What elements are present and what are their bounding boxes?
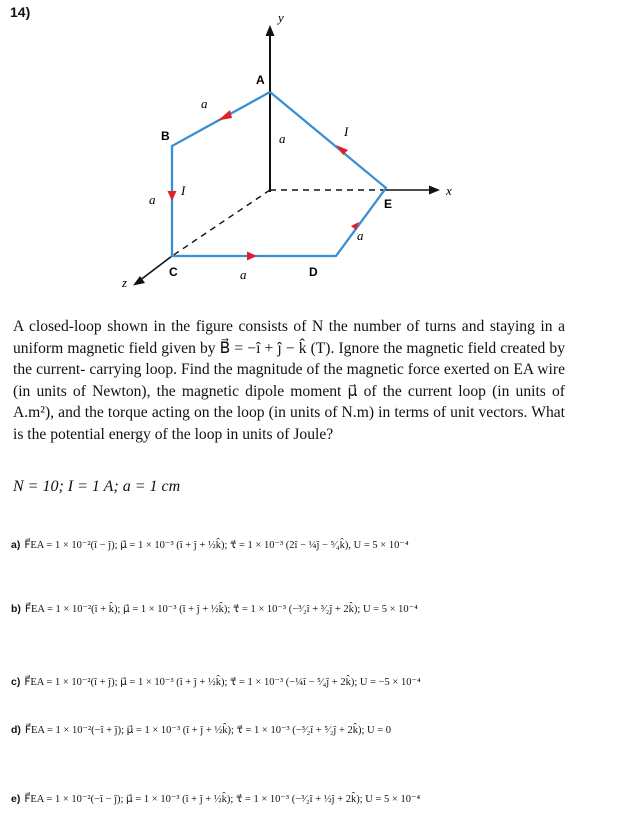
option-letter: e) [11,793,21,805]
option-c[interactable] [11,676,421,688]
option-text: F⃗EA = 1 × 10⁻²(−î − ĵ); μ⃗ = 1 × 10⁻³ (î + ĵ + ½k̂); τ⃗ = 1 × 10⁻³ (−³⁄₂î + ½ĵ + 2k̂); U = 5 × 10⁻⁴ [24,794,421,805]
option-text: F⃗EA = 1 × 10⁻²(î − ĵ); μ⃗ = 1 × 10⁻³ (î + ĵ + ½k̂); τ⃗ = 1 × 10⁻³ (2î − ¼ĵ − ⁵⁄₄k̂), U = 5 × 10⁻⁴ [24,540,409,551]
loop-figure [0,0,642,300]
option-text: F⃗EA = 1 × 10⁻²(î + ĵ); μ⃗ = 1 × 10⁻³ (î + ĵ + ½k̂); τ⃗ = 1 × 10⁻³ (−¼î − ⁵⁄₄ĵ + 2k̂); U = −5 × 10⁻⁴ [24,677,421,688]
point-A-label: A [256,73,265,87]
option-e[interactable] [11,793,420,805]
current-arrow-AB [218,110,232,121]
option-text: F⃗EA = 1 × 10⁻²(−î + ĵ); μ⃗ = 1 × 10⁻³ (î + ĵ + ½k̂); τ⃗ = 1 × 10⁻³ (−³⁄₂î + ⁵⁄₂ĵ + 2k̂); U = 0 [24,725,392,736]
side-CD-length-label: a [240,267,247,282]
height-length-label: a [279,131,286,146]
z-axis-dashed [172,190,270,256]
problem-statement: A closed-loop shown in the figure consists of N the number of turns and staying in a uniform magnetic field given by B⃗ = −î + ĵ − k̂ (T). Ignore the magnetic field created by the current- carrying loop. Find the magnitude of the magnetic force exerted on EA wire (in units of Newton), the magnetic dipole moment μ⃗ of the current loop (in units of A.m²), and the torque acting on the loop (in units of N.m) in terms of unit vectors. What is the potential energy of the loop in units of Joule? [13,318,565,443]
x-axis-label: x [446,183,452,198]
point-E-label: E [384,197,393,211]
side-BC-length-label: a [149,192,156,207]
current-arrow-CD [247,252,257,261]
question-number: 14) [10,4,31,20]
current-loop-wire [172,92,386,256]
z-axis [139,256,172,281]
current-arrow-BC [168,191,177,201]
y-axis-arrowhead [266,25,275,36]
option-letter: d) [11,724,21,736]
point-B-label: B [161,129,170,143]
point-D-label: D [309,265,318,279]
side-AB-length-label: a [201,96,208,111]
current-label-BC: I [181,183,186,198]
x-axis-arrowhead [429,186,440,195]
current-arrow-EA [336,145,348,155]
option-letter: b) [11,603,21,615]
option-b[interactable] [11,603,418,615]
given-values: N = 10; I = 1 A; a = 1 cm [13,478,181,495]
option-d[interactable] [11,724,391,736]
option-letter: a) [11,539,21,551]
z-axis-label: z [122,275,128,290]
y-axis-label: y [278,10,284,25]
option-a[interactable] [11,539,409,551]
option-letter: c) [11,676,21,688]
side-DE-length-label: a [357,228,364,243]
current-label-EA: I [344,124,349,139]
option-text: F⃗EA = 1 × 10⁻²(î + k̂); μ⃗ = 1 × 10⁻³ (î + ĵ + ½k̂); τ⃗ = 1 × 10⁻³ (−³⁄₂î + ³⁄₂ĵ + 2k̂); U = 5 × 10⁻⁴ [24,604,418,615]
point-C-label: C [169,265,178,279]
